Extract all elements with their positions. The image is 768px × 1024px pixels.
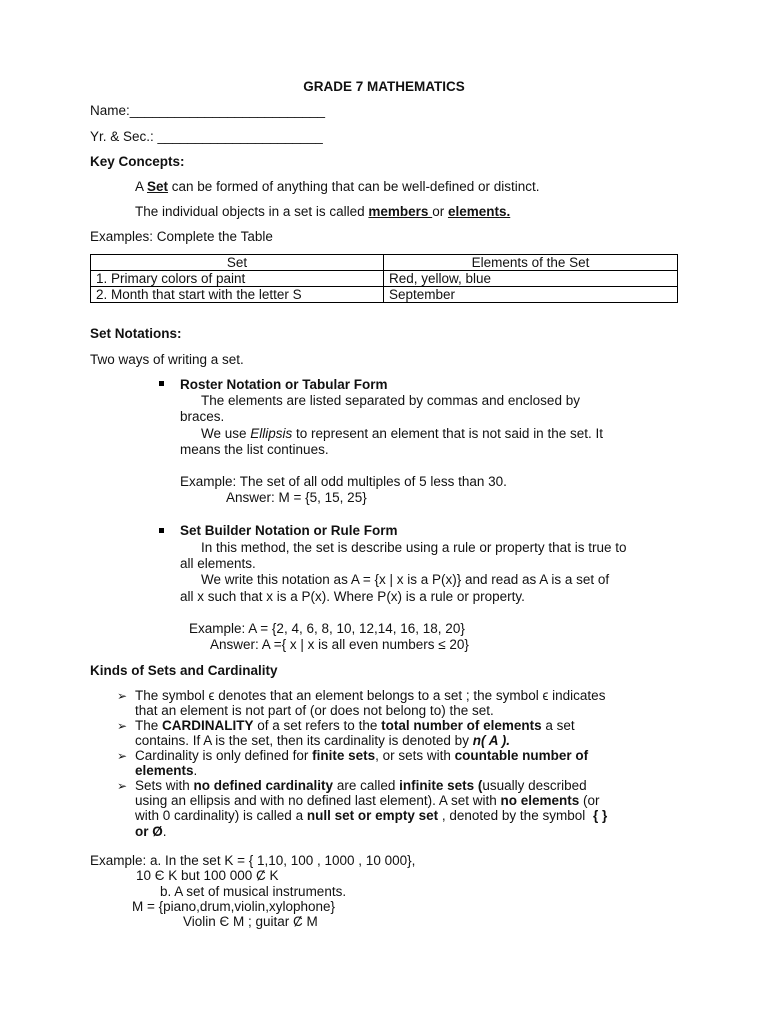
text: (or [579,793,600,808]
text: or [135,824,153,839]
builder-line: In this method, the set is describe using a rule or property that is true to [201,540,627,555]
text: usually described [482,778,587,793]
table-cell: 2. Month that start with the letter S [91,287,384,303]
builder-example: Example: A = {2, 4, 6, 8, 10, 12,14, 16, 18, 20} [189,621,465,636]
roster-line: braces. [180,409,225,424]
key-concepts-heading: Key Concepts: [90,154,185,169]
text: are called [333,778,400,793]
builder-line: We write this notation as A = {x | x is a P(x)} and read as A is a set of [201,572,610,587]
table-cell: 1. Primary colors of paint [91,271,384,287]
table-header-row [91,255,678,271]
kinds-heading: Kinds of Sets and Cardinality [90,663,278,678]
set-definition [135,179,540,195]
roster-example: Example: The set of all odd multiples of 5 less than 30. [180,474,507,489]
final-example-line: Example: a. In the set K = { 1,10, 100 , 1000 , 10 000}, [90,853,416,868]
finite-sets-term: finite sets [312,748,376,763]
table-row [91,287,678,303]
text: to represent an element that is not said in the set. It [292,426,603,441]
text: Sets with [135,778,194,793]
members-term: members [368,204,433,219]
text: with 0 cardinality) is called a [135,808,307,823]
kinds-bullet-line [135,718,575,734]
kinds-bullet-line [135,763,197,779]
members-definition [135,204,510,220]
empty-set-symbol: Ø [152,824,163,839]
builder-title: Set Builder Notation or Rule Form [180,523,398,538]
text: , denoted by the symbol [438,808,589,823]
roster-line [201,426,603,442]
table-cell: Red, yellow, blue [384,271,678,287]
builder-line: all elements. [180,556,256,571]
roster-line: means the list continues. [180,442,329,457]
final-example-line: M = {piano,drum,violin,xylophone} [132,899,336,914]
kinds-bullet-line [135,824,167,840]
text: . [193,763,198,778]
text: We use [201,426,251,441]
square-bullet-icon [159,528,164,533]
text: contains. If A is the set, then its cardinality is denoted by [135,733,473,748]
text: The [135,718,163,733]
no-elements-term: no elements [500,793,580,808]
empty-braces-symbol: { } [592,808,608,823]
arrow-bullet-icon: ➢ [117,689,128,703]
roster-answer: Answer: M = {5, 15, 25} [226,490,367,505]
text: A [135,179,148,194]
text: , or sets with [375,748,455,763]
elements-term: elements. [447,204,511,219]
text: . [162,824,167,839]
cardinality-term: CARDINALITY [162,718,254,733]
final-example-line: b. A set of musical instruments. [160,884,347,899]
set-notations-heading: Set Notations: [90,326,182,341]
no-cardinality-term: no defined cardinality [193,778,334,793]
text: can be formed of anything that can be well-defined or distinct. [168,179,540,194]
n-a-notation: n( A ). [472,733,510,748]
text: The individual objects in a set is called [135,204,369,219]
arrow-bullet-icon: ➢ [117,779,128,793]
null-set-term: null set or empty set [306,808,439,823]
roster-title: Roster Notation or Tabular Form [180,377,388,392]
countable-term: countable number of [454,748,589,763]
kinds-bullet-line [135,793,600,809]
arrow-bullet-icon: ➢ [117,749,128,763]
examples-table [90,254,678,303]
builder-answer: Answer: A ={ x | x is all even numbers ≤ 20} [210,637,469,652]
year-section-line: Yr. & Sec.: ______________________ [90,129,323,144]
elements-term: elements [135,763,194,778]
set-notations-intro: Two ways of writing a set. [90,352,244,367]
table-row [91,271,678,287]
text: Cardinality is only defined for [135,748,313,763]
text: using an ellipsis and with no defined last element). A set with [135,793,501,808]
examples-heading: Examples: Complete the Table [90,229,273,244]
page-title: GRADE 7 MATHEMATICS [303,79,465,94]
table-header-elements: Elements of the Set [384,255,678,271]
text: a set [541,718,575,733]
kinds-bullet-line: The symbol ϵ denotes that an element belongs to a set ; the symbol ϵ indicates [135,688,606,703]
name-line: Name:__________________________ [90,103,325,118]
kinds-bullet-line [135,778,587,794]
final-example-line: 10 Є K but 100 000 Ȼ K [136,868,279,883]
ellipsis-term: Ellipsis [250,426,293,441]
kinds-bullet-line [135,733,510,749]
arrow-bullet-icon: ➢ [117,719,128,733]
kinds-bullet-line [135,748,588,764]
table-header-set: Set [91,255,384,271]
kinds-bullet-line [135,808,607,824]
infinite-sets-term: infinite sets ( [399,778,483,793]
total-elements-term: total number of elements [381,718,542,733]
square-bullet-icon [159,381,164,386]
set-term: Set [147,179,169,194]
kinds-bullet-line: that an element is not part of (or does not belong to) the set. [135,703,494,718]
text: or [432,204,448,219]
table-cell: September [384,287,678,303]
roster-line: The elements are listed separated by commas and enclosed by [201,393,580,408]
final-example-line: Violin Є M ; guitar Ȼ M [183,914,318,929]
builder-line: all x such that x is a P(x). Where P(x) is a rule or property. [180,589,525,604]
text: of a set refers to the [253,718,382,733]
